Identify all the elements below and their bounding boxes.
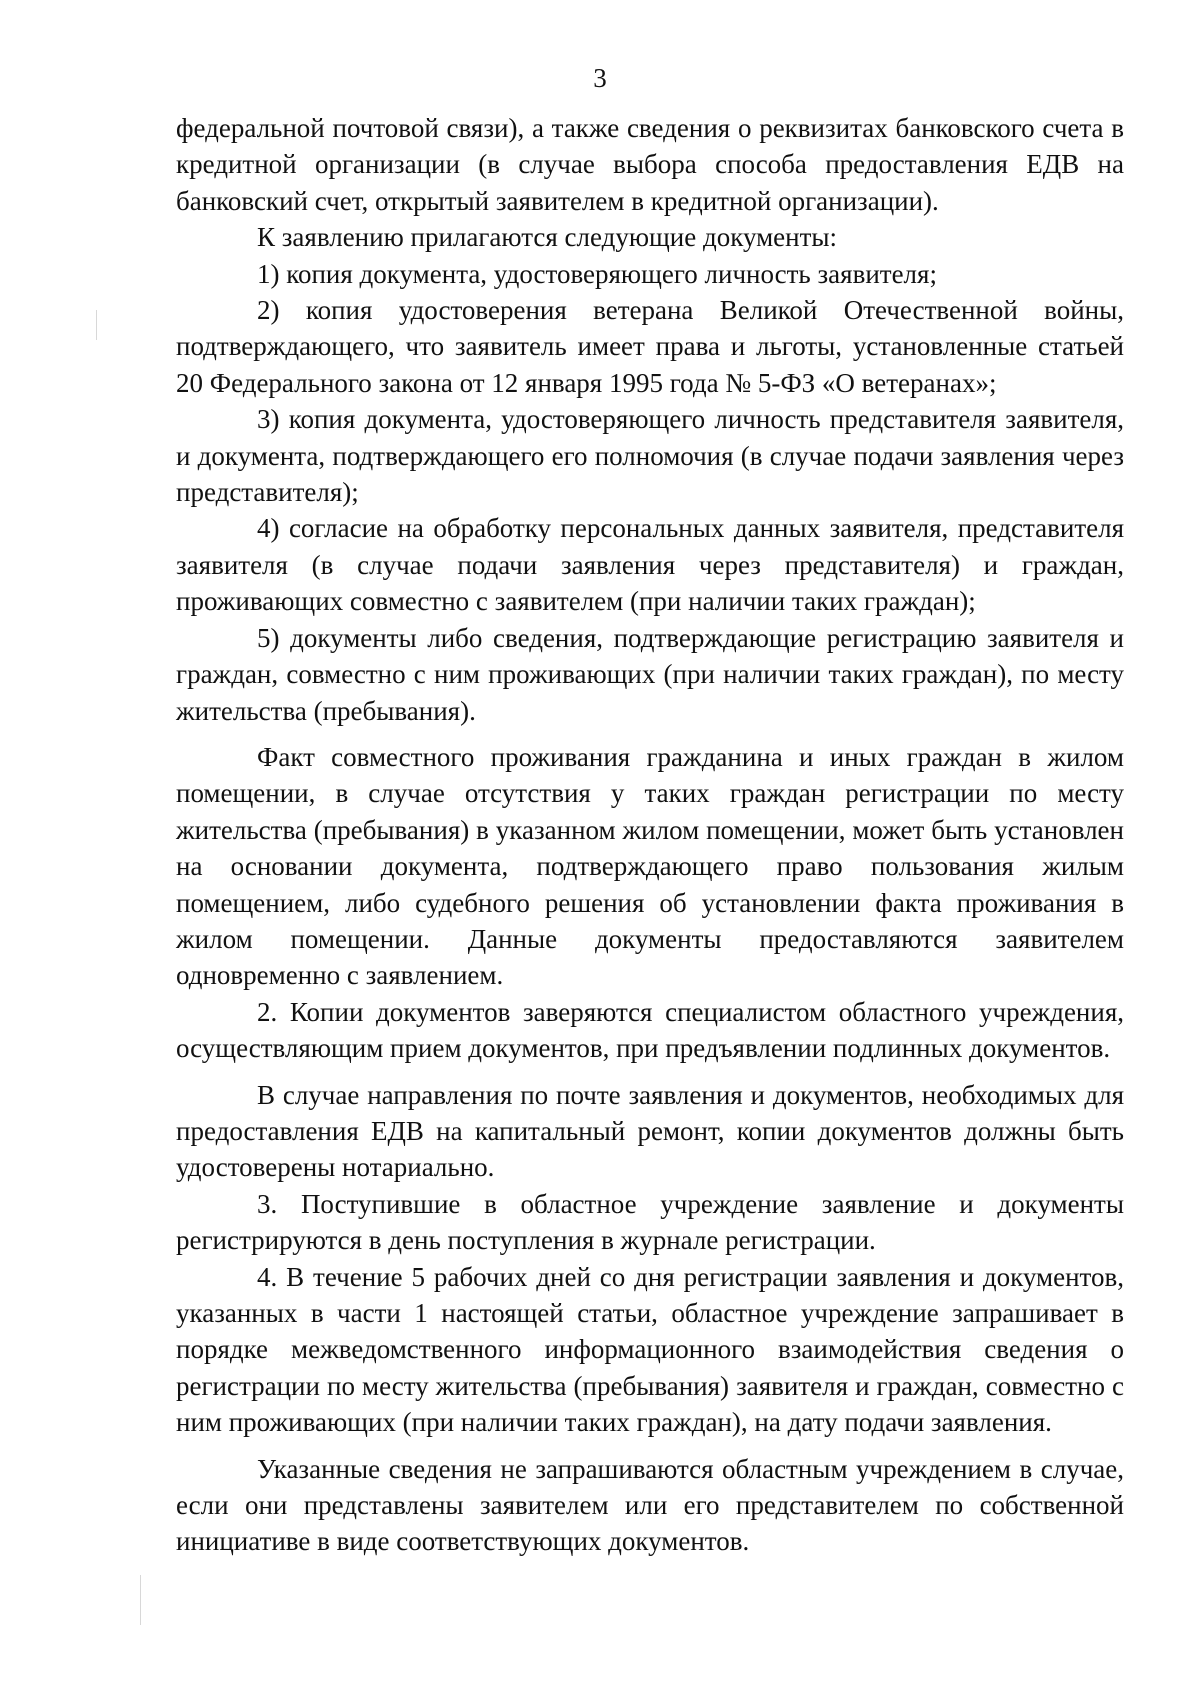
document-body bbox=[176, 110, 1124, 1560]
list-item-2: 2) копия удостоверения ветерана Великой Отечественной войны, подтверждающего, что заявитель имеет права и льготы, установленные статьей 20 Федерального закона от 12 января 1995 года № 5-ФЗ «О ветеранах»; bbox=[176, 295, 1124, 398]
paragraph-section-3: 3. Поступившие в областное учреждение заявление и документы регистрируются в день поступления в журнале регистрации. bbox=[176, 1188, 1124, 1256]
scan-margin-mark bbox=[140, 1575, 141, 1625]
paragraph-cohabitation: Факт совместного проживания гражданина и иных граждан в жилом помещении, в случае отсутствия у таких граждан регистрации по месту жительства (пребывания) в указанном жилом помещении, может быть установлен на основании документа, подтверждающего право пользования жилым помещением, либо судебного решения об установлении факта проживания в жилом помещении. Данные документы предоставляются заявителем одновременно с заявлением. bbox=[176, 741, 1124, 991]
paragraph-not-requested: Указанные сведения не запрашиваются областным учреждением в случае, если они представлены заявителем или его представителем по собственной инициативе в виде соответствующих документов. bbox=[176, 1453, 1124, 1557]
scan-margin-mark bbox=[96, 310, 97, 340]
list-item-5: 5) документы либо сведения, подтверждающие регистрацию заявителя и граждан, совместно с ним проживающих (при наличии таких граждан), по месту жительства (пребывания). bbox=[176, 622, 1124, 726]
paragraph-attachments-intro: К заявлению прилагаются следующие документы: bbox=[257, 222, 838, 253]
page-number: 3 bbox=[593, 63, 607, 93]
list-item-4: 4) согласие на обработку персональных данных заявителя, представителя заявителя (в случае подачи заявления через представителя) и граждан, проживающих совместно с заявителем (при наличии таких граждан); bbox=[176, 513, 1124, 617]
paragraph-mail-copies: В случае направления по почте заявления и документов, необходимых для предоставления ЕДВ на капитальный ремонт, копии документов должны быть удостоверены нотариально. bbox=[176, 1079, 1124, 1183]
paragraph-section-2: 2. Копии документов заверяются специалистом областного учреждения, осуществляющим прием документов, при предъявлении подлинных документов. bbox=[176, 996, 1124, 1064]
paragraph-continuation: федеральной почтовой связи), а также сведения о реквизитах банковского счета в кредитной организации (в случае выбора способа предоставления ЕДВ на банковский счет, открытый заявителем в кредитной организации). bbox=[176, 113, 1124, 216]
paragraph-section-4: 4. В течение 5 рабочих дней со дня регистрации заявления и документов, указанных в части 1 настоящей статьи, областное учреждение запрашивает в порядке межведомственного информационного взаимодействия сведения о регистрации по месту жительства (пребывания) заявителя и граждан, совместно с ним проживающих (при наличии таких граждан), на дату подачи заявления. bbox=[176, 1261, 1124, 1438]
list-item-3: 3) копия документа, удостоверяющего личность представителя заявителя, и документа, подтверждающего его полномочия (в случае подачи заявления через представителя); bbox=[176, 404, 1124, 508]
list-item-1: 1) копия документа, удостоверяющего личность заявителя; bbox=[257, 258, 937, 289]
